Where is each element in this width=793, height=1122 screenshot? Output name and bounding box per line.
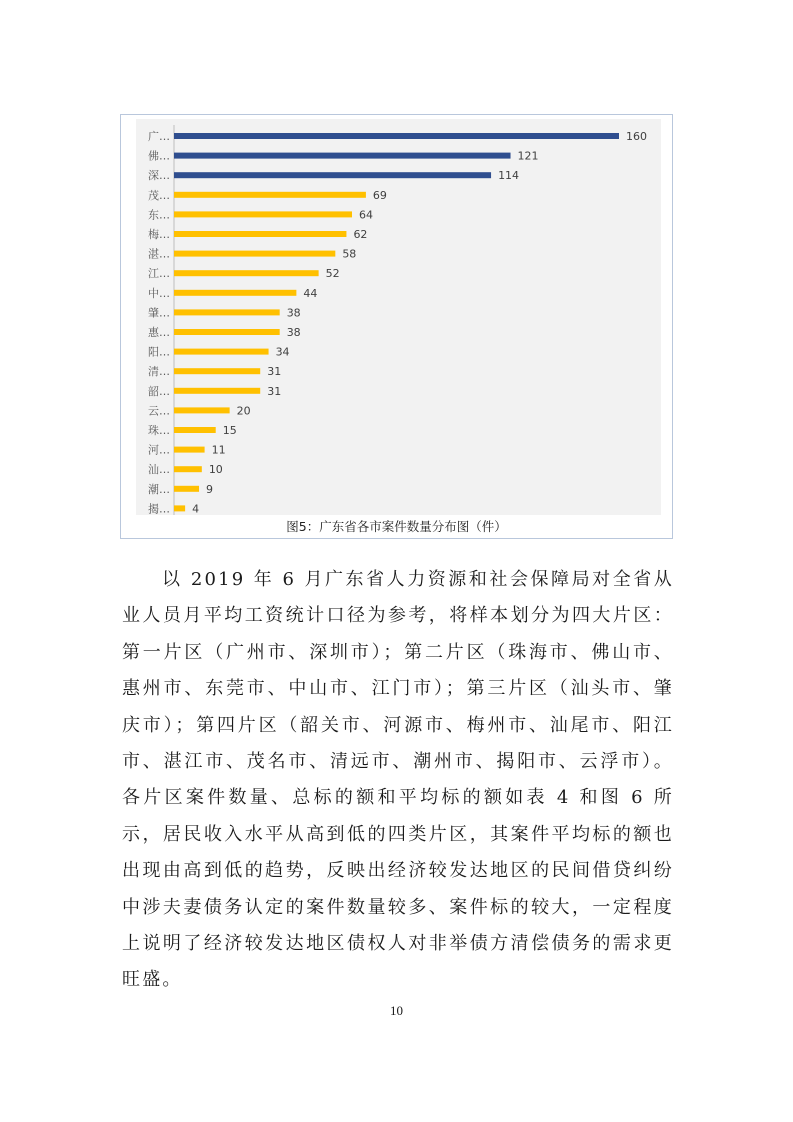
category-tick-label: 湛…	[148, 247, 170, 261]
bar-value-label: 160	[626, 130, 647, 143]
category-tick-label: 东…	[148, 208, 170, 222]
page-number: 10	[390, 1003, 403, 1018]
category-tick-label: 深…	[148, 169, 170, 183]
category-tick-label: 汕…	[148, 463, 170, 477]
category-tick-label: 珠…	[148, 424, 170, 437]
bar-value-label: 10	[208, 463, 223, 477]
bar-value-label: 9	[206, 482, 214, 496]
category-tick-label: 中…	[148, 286, 170, 300]
bar	[174, 329, 280, 335]
category-tick-label: 梅…	[148, 228, 170, 241]
bar	[174, 153, 511, 159]
bar	[174, 466, 202, 472]
bar-value-label: 69	[372, 188, 387, 202]
bar	[174, 427, 216, 433]
bar	[174, 231, 346, 237]
bar	[174, 388, 260, 394]
bar	[174, 309, 280, 315]
category-tick-label: 清…	[148, 365, 170, 379]
bar-value-label: 62	[353, 228, 368, 241]
bar-value-label: 31	[267, 384, 282, 398]
bar-value-label: 52	[325, 267, 340, 281]
category-tick-label: 茂…	[148, 188, 170, 202]
bar-value-label: 64	[359, 208, 373, 222]
bar-value-label: 38	[286, 326, 301, 339]
category-tick-label: 云…	[148, 404, 170, 418]
bar	[174, 192, 366, 198]
bar	[174, 368, 260, 374]
category-tick-label: 肇…	[148, 306, 170, 320]
bar-value-label: 38	[286, 306, 301, 320]
bar-value-label: 44	[303, 286, 318, 300]
body-paragraph: 以 2019 年 6 月广东省人力资源和社会保障局对全省从业人员月平均工资统计口径为参考，将样本划分为四大片区：第一片区（广州市、深圳市）；第二片区（珠海市、佛山市、惠州市、东莞市、中山市、江门市）；第三片区（汕头市、肇庆市）；第四片区（韶关市、河源市、梅州市、汕尾市、阳江市、湛江市、茂名市、清远市、潮州市、揭阳市、云浮市）。各片区案件数量、总标的额和平均标的额如表 4 和图 6 所示，居民收入水平从高到低的四类片区，其案件平均标的额也出现由高到低的趋势，反映出经济较发达地区的民间借贷纠纷中涉夫妻债务认定的案件数量较多、案件标的较大，一定程度上说明了经济较发达地区债权人对非举债方清偿债务的需求更旺盛。	[122, 569, 674, 991]
bar-chart	[136, 119, 661, 515]
bar-value-label: 114	[498, 169, 520, 183]
bar-value-label: 20	[236, 404, 251, 418]
bar	[174, 172, 491, 178]
bar	[174, 270, 319, 276]
bar	[174, 133, 619, 139]
bar	[174, 505, 185, 511]
bar	[174, 447, 205, 453]
chart-plot-area	[136, 119, 661, 515]
bar	[174, 407, 230, 413]
category-tick-label: 佛…	[148, 149, 170, 163]
bar	[174, 349, 269, 355]
bar-value-label: 31	[267, 365, 282, 379]
category-tick-label: 广…	[148, 130, 170, 143]
category-tick-label: 潮…	[148, 482, 170, 496]
bar-value-label: 34	[275, 345, 290, 359]
category-tick-label: 江…	[148, 267, 170, 281]
bar-value-label: 58	[342, 247, 357, 261]
figure-caption: 图5：广东省各市案件数量分布图（件）	[286, 519, 507, 534]
category-tick-label: 韶…	[148, 384, 170, 398]
bar-value-label: 15	[222, 424, 237, 437]
body-text	[122, 562, 674, 999]
bar	[174, 290, 296, 296]
category-tick-label: 河…	[148, 443, 170, 457]
category-tick-label: 惠…	[148, 326, 170, 339]
figure-frame	[120, 114, 673, 539]
bar-value-label: 4	[192, 502, 200, 515]
bar	[174, 251, 335, 257]
category-tick-label: 揭…	[148, 502, 170, 515]
bar	[174, 211, 352, 217]
bar-value-label: 11	[211, 443, 226, 457]
bar	[174, 486, 199, 492]
category-tick-label: 阳…	[148, 345, 170, 359]
bar-value-label: 121	[517, 149, 539, 163]
